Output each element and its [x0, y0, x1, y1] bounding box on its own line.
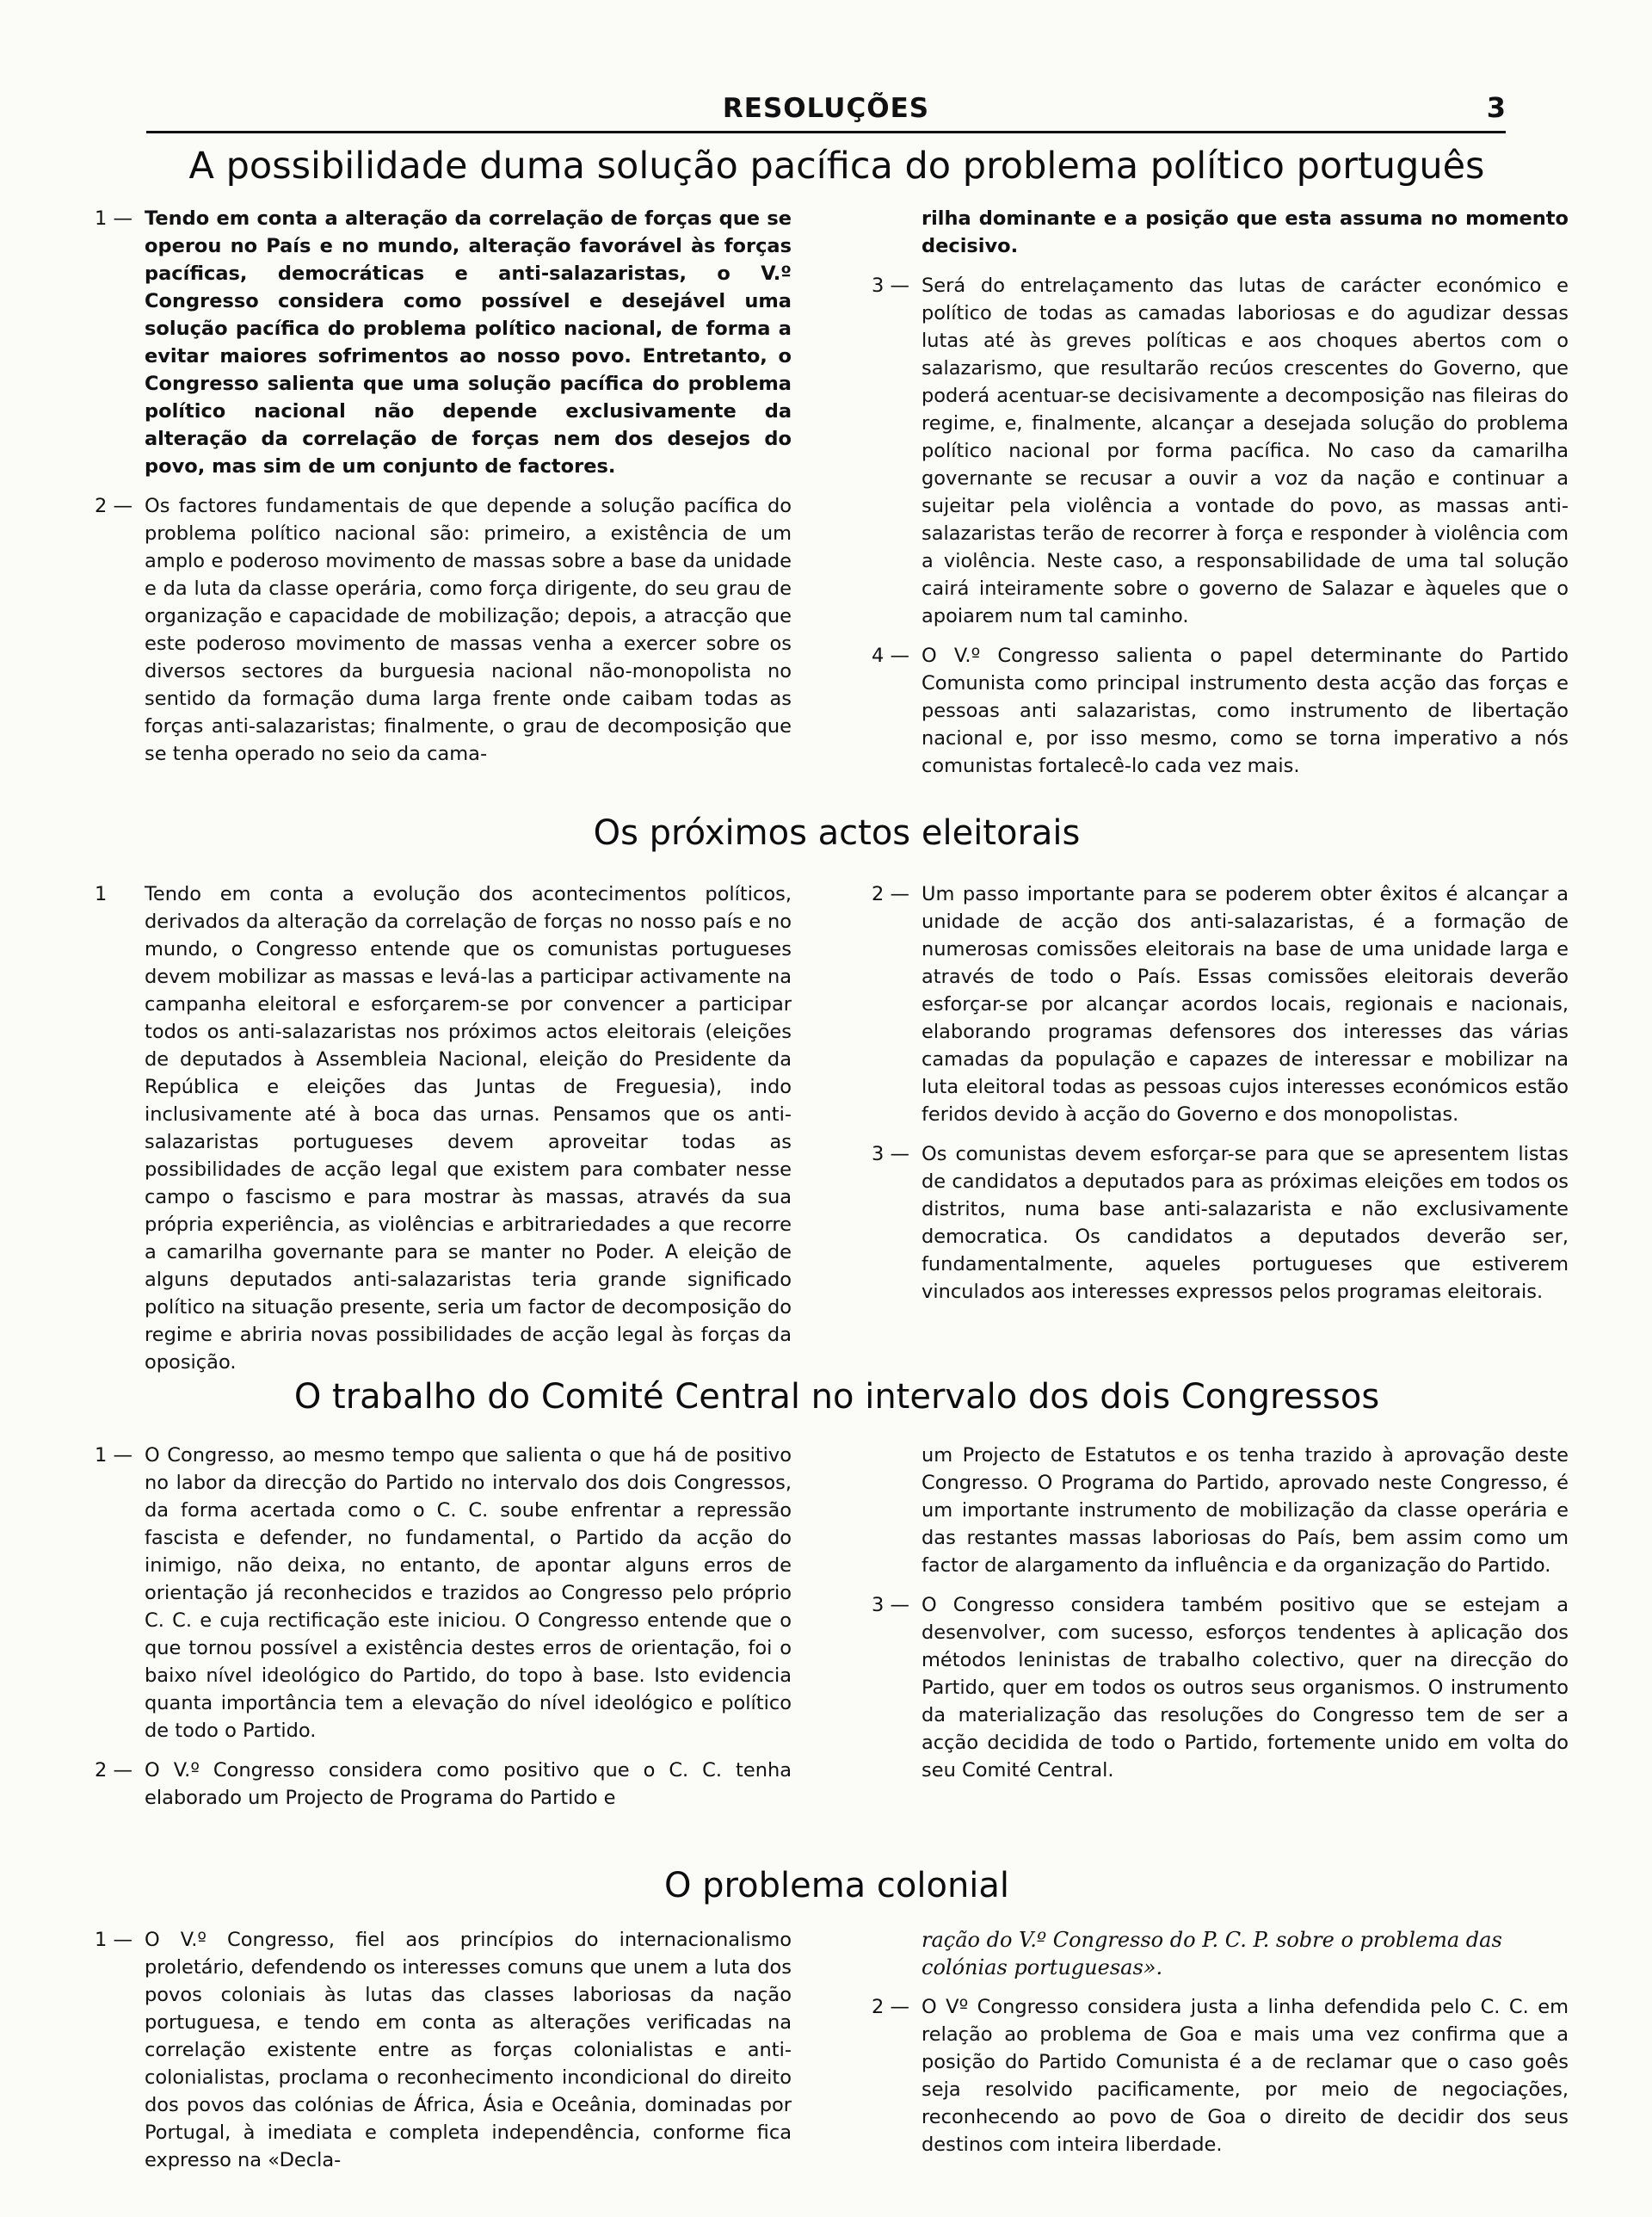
item-text: O Vº Congresso considera justa a linha defendida pelo C. C. em relação ao problema de Goa e mais uma vez confirma que a posição do Partido Comunista é a de reclamar que o caso goês seja resolvido pacificamente, por meio de negociações, reconhecendo ao povo de Goa o direito de decidir dos seus destinos com inteira liberdade.	[922, 1996, 1569, 2156]
item-text: Tendo em conta a alteração da correlação de forças que se operou no País e no mundo, alteração favorável às forças pacíficas, democráticas e anti-salazaristas, o V.º Congresso considera como possível e desejável uma solução pacífica do problema político nacional, de forma a evitar maiores sofrimentos ao nosso povo. Entretanto, o Congresso salienta que uma solução pacífica do problema político nacional não depende exclusivamente da alteração da correlação de forças nem dos desejos do povo, mas sim de um conjunto de factores.	[145, 207, 792, 478]
running-head	[146, 84, 1506, 136]
item-text: um Projecto de Estatutos e os tenha trazido à aprovação deste Congresso. O Programa do Partido, aprovado neste Congresso, é um importante instrumento de mobilização da classe operária e das restantes massas laboriosas do País, bem assim como um factor de alargamento da influência e da organização do Partido.	[922, 1444, 1569, 1577]
section-title: A possibilidade duma solução pacífica do problema político português	[188, 145, 1485, 188]
item-text: Os factores fundamentais de que depende a solução pacífica do problema político nacional são: primeiro, a existência de um amplo e poderoso movimento de massas sobre a base da unidade e da luta da classe operária, como força dirigente, do seu grau de organização e capacidade de mobilização; depois, a atracção que este poderoso movimento de massas venha a exercer sobre os diversos sectores da burguesia nacional não-monopolista no sentido da formação duma larga frente onde caibam todas as forças anti-salazaristas; finalmente, o grau de decomposição que se tenha operado no seio da cama-	[145, 495, 792, 765]
quoted-title-continued: ração do V.º Congresso do P. C. P. sobre o problema das colónias portuguesas».	[922, 1928, 1502, 1979]
resolution-item	[872, 1140, 1569, 1306]
resolution-item	[95, 880, 792, 1376]
item-number: 2 —	[95, 495, 133, 517]
right-column	[872, 1442, 1569, 1796]
section-title: Os próximos actos eleitorais	[593, 813, 1081, 853]
section-central-committee	[95, 1377, 1579, 1859]
resolution-item	[872, 1993, 1569, 2158]
resolution-item	[95, 492, 792, 768]
section-title: O trabalho do Comité Central no intervalo dos dois Congressos	[293, 1377, 1380, 1417]
resolution-item	[872, 1591, 1569, 1784]
item-text: O V.º Congresso considera como positivo que o C. C. tenha elaborado um Projecto de Programa do Partido e	[145, 1759, 792, 1809]
item-number: 3 —	[872, 1143, 909, 1165]
item-text: Será do entrelaçamento das lutas de carácter económico e político de todas as camadas laboriosas e do agudizar dessas lutas até às greves políticas e aos choques abertos com o salazarismo, que resultarão recúos crescentes do Governo, que poderá acentuar-se decisivamente a decomposição nas fileiras do regime, e, finalmente, alcançar a desejada solução do problema político nacional por forma pacífica. No caso da camarilha governante se recusar a ouvir a voz da nação e continuar a sujeitar pela violência a vontade do povo, as massas anti-salazaristas terão de recorrer à força e responder à violência com a violência. Neste caso, a responsabilidade de uma tal solução cairá inteiramente sobre o governo de Salazar e àqueles que o apoiarem num tal caminho.	[922, 275, 1569, 627]
resolution-item	[95, 1926, 792, 2174]
item-number: 2 —	[872, 883, 909, 905]
section-title: O problema colonial	[663, 1866, 1010, 1905]
right-column	[872, 880, 1569, 1318]
left-column	[95, 880, 792, 1388]
item-text: Tendo em conta a evolução dos acontecimentos políticos, derivados da alteração da correlação de forças no nosso país e no mundo, o Congresso entende que os comunistas portugueses devem mobilizar as massas e levá-las a participar activamente na campanha eleitoral e esforçarem-se por convencer a participar todos os anti-salazaristas nos próximos actos eleitorais (eleições de deputados à Assembleia Nacional, eleição do Presidente da República e eleições das Juntas de Freguesia), indo inclusivamente até à boca das urnas. Pensamos que os anti-salazaristas portugueses devem aproveitar todas as possibilidades de acção legal que existem para combater nesse campo o fascismo e para mostrar às massas, através da sua própria experiência, as violências e arbitrariedades a que recorre a camarilha governante para se manter no Poder. A eleição de alguns deputados anti-salazaristas teria grande significado político na situação presente, seria um factor de decomposição do regime e abriria novas possibilidades de acção legal às forças da oposição.	[145, 883, 792, 1374]
page-number: 3	[1486, 91, 1506, 124]
resolution-item	[872, 272, 1569, 630]
item-number: 3 —	[872, 275, 909, 297]
continued-text	[872, 1442, 1569, 1579]
item-text: Os comunistas devem esforçar-se para que se apresentem listas de candidatos a deputados para as próximas eleições em todos os distritos, numa base anti-salazarista e não exclusivamente democratica. Os candidatos a deputados deverão ser, fundamentalmente, aqueles portugueses que estiverem vinculados aos interesses expressos pelos programas eleitorais.	[922, 1143, 1569, 1303]
item-text: rilha dominante e a posição que esta assuma no momento decisivo.	[922, 207, 1569, 257]
item-number: 3 —	[872, 1594, 909, 1616]
section-peaceful-solution	[95, 145, 1579, 807]
left-column	[95, 1926, 792, 2186]
resolution-item	[95, 205, 792, 480]
item-text: O Congresso considera também positivo que se estejam a desenvolver, com sucesso, esforços tendentes à aplicação dos métodos leninistas de trabalho colectivo, quer na direcção do Partido, quer em todos os outros seus organismos. O instrumento da materialização das resoluções do Congresso tem de ser a acção decidida de todo o Partido, fortemente unido em volta do seu Comité Central.	[922, 1594, 1569, 1782]
item-number: 1 —	[95, 207, 133, 230]
item-number: 1	[95, 883, 108, 905]
continued-text	[872, 205, 1569, 260]
resolution-item	[872, 880, 1569, 1128]
section-elections	[95, 813, 1579, 1374]
section-colonial-problem	[95, 1866, 1579, 2206]
resolution-item	[95, 1442, 792, 1745]
item-text: O Congresso, ao mesmo tempo que salienta o que há de positivo no labor da direcção do Partido no intervalo dos dois Congressos, da forma acertada como o C. C. soube enfrentar a repressão fascista e defender, no fundamental, o Partido da acção do inimigo, não deixa, no entanto, de apontar alguns erros de orientação já reconhecidos e trazidos ao Congresso pelo próprio C. C. e cuja rectificação este iniciou. O Congresso entende que o que tornou possível a existência destes erros de orientação, foi o baixo nível ideológico do Partido, do topo à base. Isto evidencia quanta importância tem a elevação do nível ideológico e político de todo o Partido.	[145, 1444, 792, 1742]
header-rule	[146, 131, 1506, 133]
item-number: 1 —	[95, 1929, 133, 1951]
item-number: 2 —	[95, 1759, 133, 1782]
item-text: O V.º Congresso salienta o papel determinante do Partido Comunista como principal instrumento desta acção das forças e pessoas anti salazaristas, como instrumento de libertação nacional e, por isso mesmo, como se torna imperativo a nós comunistas fortalecê-lo cada vez mais.	[922, 645, 1569, 777]
left-column	[95, 205, 792, 780]
running-title: RESOLUÇÕES	[722, 93, 930, 124]
left-column	[95, 1442, 792, 1824]
right-column	[872, 205, 1569, 792]
item-text: O V.º Congresso, fiel aos princípios do internacionalismo proletário, defendendo os interesses comuns que unem a luta dos povos coloniais às lutas das classes laboriosas da nação portuguesa, e tendo em conta as alterações verificadas na correlação existente entre as forças colonialistas e anti-colonialistas, proclama o reconhecimento incondicional do direito dos povos das colónias de África, Ásia e Oceânia, dominadas por Portugal, à imediata e completa independência, conforme fica expresso na «Decla-	[145, 1929, 792, 2171]
item-text: Um passo importante para se poderem obter êxitos é alcançar a unidade de acção dos anti-salazaristas, é a formação de numerosas comissões eleitorais na base de uma unidade larga e através de todo o País. Essas comissões eleitorais deverão esforçar-se por alcançar acordos locais, regionais e nacionais, elaborando programas defensores dos interesses das várias camadas da população e capazes de interessar e mobilizar na luta eleitoral todas as pessoas cujos interesses económicos estão feridos devido à acção do Governo e dos monopolistas.	[922, 883, 1569, 1126]
resolution-item	[95, 1757, 792, 1812]
item-number: 2 —	[872, 1996, 909, 2018]
resolution-item	[872, 642, 1569, 780]
item-number: 4 —	[872, 645, 909, 667]
right-column	[872, 1926, 1569, 2171]
item-number: 1 —	[95, 1444, 133, 1467]
